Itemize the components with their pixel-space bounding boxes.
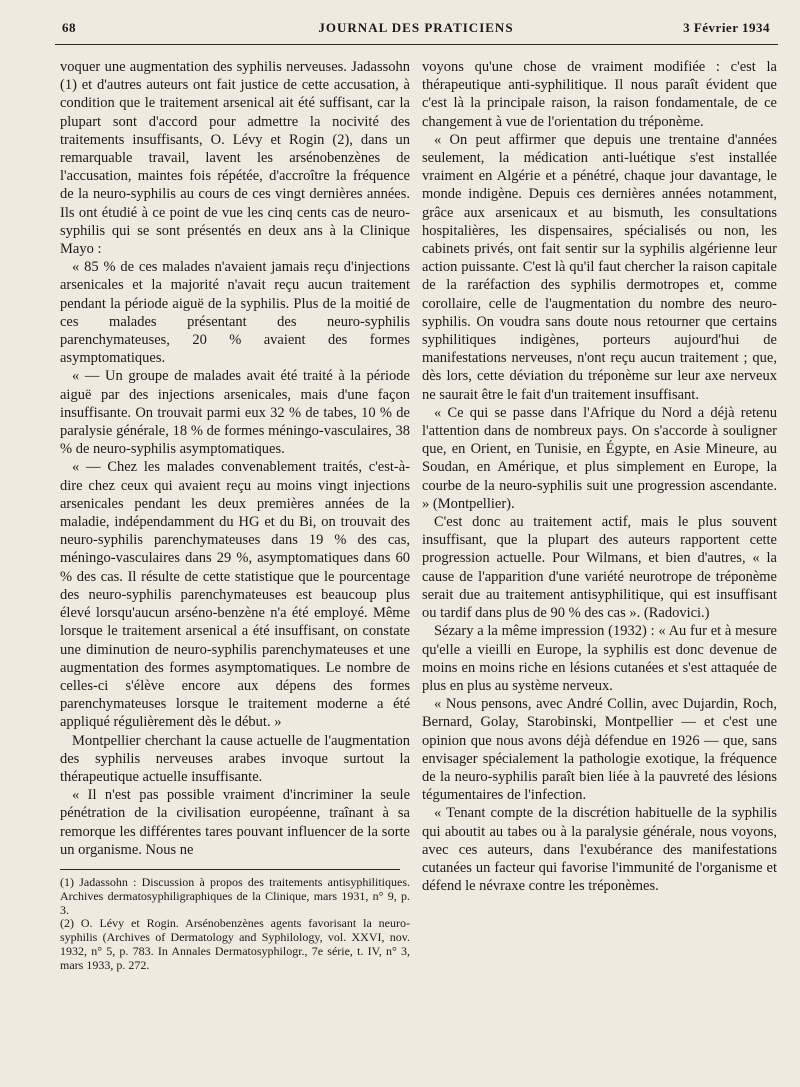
paragraph: « Ce qui se passe dans l'Afrique du Nord a déjà retenu l'attention dans de nombreux pays. On s'accorde à souligner que, en Orient, en Tunisie, en Égypte, en Asie Mineure, au Soudan, en Amérique, et plus simplement en Europe, la courbe de la neuro-syphilis suit une progression ascendante. » (Montpellier). [422, 404, 777, 512]
left-column [60, 58, 410, 973]
paragraph: voyons qu'une chose de vraiment modifiée : c'est la thérapeutique anti-syphilitique. Il nous paraît évident que c'est là la principale raison, la raison fondamentale, de ce changement à vue de l'orientation du tréponème. [422, 59, 777, 130]
issue-date: 3 Février 1934 [683, 20, 770, 35]
paragraph: Sézary a la même impression (1932) : « Au fur et à mesure qu'elle a vieilli en Europe, la syphilis est donc devenue de moins en moins riche en lésions cutanées et s'est attaquée de plus en plus au système nerveux. [422, 623, 777, 694]
right-column [422, 58, 777, 895]
paragraph: C'est donc au traitement actif, mais le plus souvent insuffisant, que la plupart des auteurs rapportent cette progression actuelle. Pour Wilmans, et bien d'autres, « la cause de l'apparition d'une variété neurotrope de tréponème serait due au traitement antisyphilitique, qui est insuffisant ou tardif dans plus de 90 % des cas ». (Radovici.) [422, 514, 777, 622]
footnote: (1) Jadassohn : Discussion à propos des traitements antisyphilitiques. Archives dermatosyphiligraphiques de la Clinique, mars 1931, n° 9, p. 3. [60, 874, 410, 917]
paragraph: Montpellier cherchant la cause actuelle de l'augmentation des syphilis nerveuses arabes invoque surtout la thérapeutique actuelle insuffisante. [60, 732, 410, 785]
page-header [62, 18, 770, 40]
journal-title: JOURNAL DES PRATICIENS [318, 20, 514, 35]
paragraph: « Il n'est pas possible vraiment d'incriminer la seule pénétration de la civilisation européenne, traînant à sa remorque les différentes tares pouvant influencer de la sorte un organisme. Nous ne [60, 787, 410, 858]
paragraph: « — Chez les malades convenablement traités, c'est-à-dire chez ceux qui avaient reçu au moins vingt injections arsenicales pendant les deux premières années de la maladie, indépendamment du HG et du Bi, on trouvait des neuro-syphilis parenchymateuses dans 19 % des cas, méningo-vasculaires dans 29 %, asymptomatiques dans 60 % des cas. Il résulte de cette statistique que le pourcentage des neuro-syphilis parenchymateuses est beaucoup plus élevé lorsqu'aucun arséno-benzène n'a été employé. Même lorsque le traitement arsenical a été insuffisant, on constate une diminution de neuro-syphilis parenchymateuses et une augmentation des formes asymptomatiques. Le nombre de celles-ci s'élève encore aux dépens des formes parenchymateuses lorsque le traitement moderne a été appliqué régulièrement dès le début. » [60, 459, 410, 731]
paragraph: « Tenant compte de la discrétion habituelle de la syphilis qui aboutit au tabes ou à la paralysie générale, nous voyons, avec ces auteurs, dans l'exubérance des manifestations cutanées un facteur qui favorise l'immunité de l'organisme et défend le névraxe contre les tréponèmes. [422, 805, 777, 895]
paragraph: « 85 % de ces malades n'avaient jamais reçu d'injections arsenicales et la majorité n'avait reçu aucun traitement pendant la période aiguë de la syphilis. Plus de la moitié de ces malades présentant des neuro-syphilis parenchymateuses, 20 % avaient des formes asymptomatiques. [60, 259, 410, 367]
header-rule [55, 44, 778, 45]
footnotes [60, 876, 410, 973]
page-number: 68 [62, 20, 76, 35]
paragraph: « On peut affirmer que depuis une trentaine d'années seulement, la médication anti-luétique s'est installée vraiment en Algérie et a pénétré, chaque jour davantage, le monde indigène. Depuis ces dernières années notamment, grâce aux arsenicaux et au bismuth, les consultations hospitalières, les dispensaires, spécialisés ou non, les cabinets privés, ont fait sentir sur la syphilis algérienne leur action puissante. C'est là qu'il faut chercher la raison capitale de la raréfaction des syphilis dermotropes et, comme corollaire, celle de l'augmentation du nombre des neuro-syphilis. On voudra sans doute nous retourner que certains syphilitiques indigènes, porteurs aujourd'hui de manifestations nerveuses, n'ont reçu aucun traitement ; que, dès lors, cette déviation du tréponème sur leur axe nerveux ne saurait être le fait d'un traitement insuffisant. [422, 131, 777, 403]
footnote-rule [60, 869, 400, 870]
footnote: (2) O. Lévy et Rogin. Arsénobenzènes agents favorisant la neuro-syphilis (Archives of Dermatology and Syphilology, vol. XXVI, nov. 1932, n° 5, p. 783. In Annales Dermatosyphilogr., 7e série, t. IV, n° 3, mars 1933, p. 272. [60, 916, 410, 972]
paragraph: « Nous pensons, avec André Collin, avec Dujardin, Roch, Bernard, Golay, Starobinski, Montpellier — et c'est une opinion que nous avons déjà défendue en 1926 — que, sans envisager spécialement la pathologie exotique, la fréquence de la neuro-syphilis paraît bien liée à la pauvreté des lésions tégumentaires de l'infection. [422, 696, 777, 804]
paragraph: « — Un groupe de malades avait été traité à la période aiguë par des injections arsenicales, mais d'une façon insuffisante. On trouvait parmi eux 32 % de tabes, 10 % de paralysie générale, 18 % de formes méningo-vasculaires, 38 % de neuro-syphilis asymptomatiques. [60, 368, 410, 458]
paragraph: voquer une augmentation des syphilis nerveuses. Jadassohn (1) et d'autres auteurs ont fait justice de cette accusation, à condition que le traitement arsenical ait été suffisant, car la plupart sont d'accord pour admettre la nocivité des traitements insuffisants, O. Lévy et Rogin (2), dans un remarquable travail, lavent les arsénobenzènes de l'accusation, maintes fois répétée, d'accroître la fréquence de la neuro-syphilis au cours de ces vingt dernières années. Ils ont étudié à ce point de vue les cinq cents cas de neuro-syphilis qui se sont présentés en deux ans à la Clinique Mayo : [60, 59, 410, 258]
